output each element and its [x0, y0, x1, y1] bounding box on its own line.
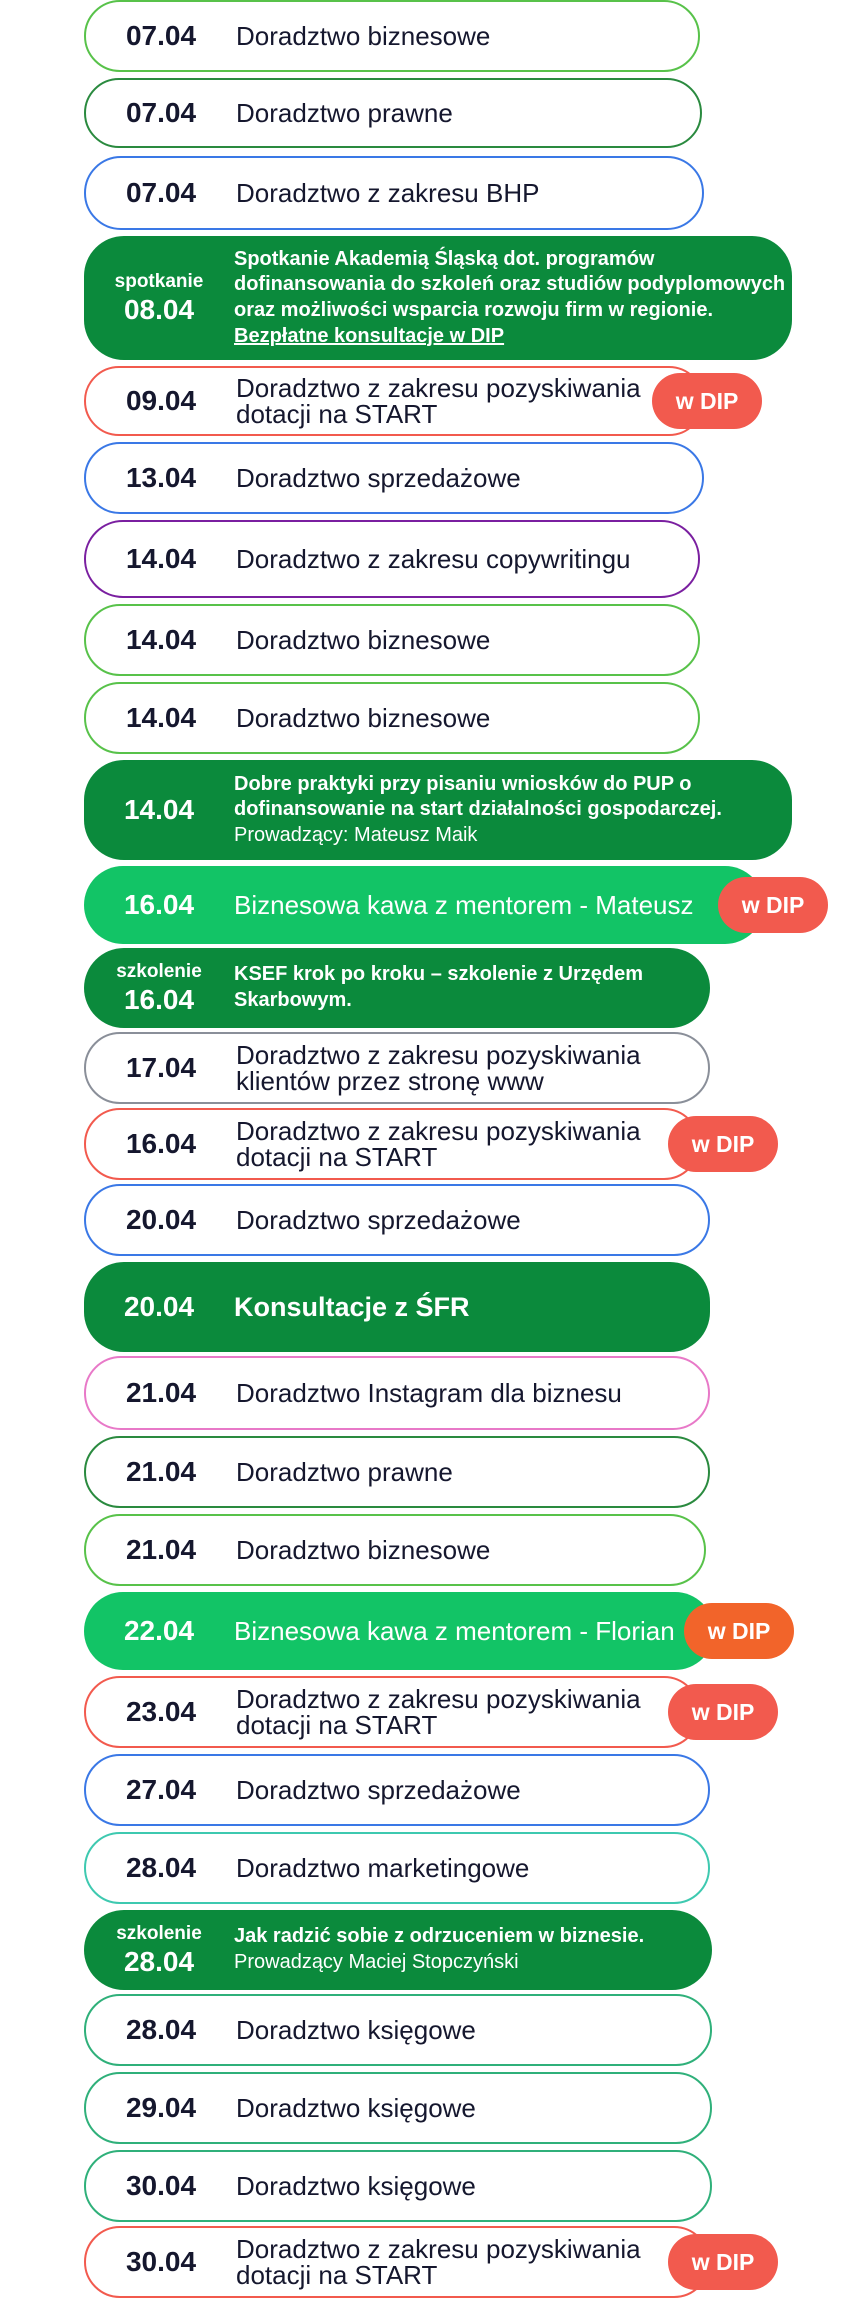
event-item[interactable]	[84, 442, 704, 514]
event-presenter: Prowadzący: Mateusz Maik	[234, 823, 478, 846]
location-badge[interactable]: w DIP	[668, 1684, 778, 1740]
event-title-text: Dobre praktyki przy pisaniu wniosków do PUP o dofinansowanie na start działalności gospodarczej.	[234, 772, 722, 821]
event-date	[86, 1129, 236, 1158]
event-date	[86, 625, 236, 654]
event-title	[236, 546, 698, 572]
event-title	[234, 1290, 710, 1325]
event-date-value: 30.04	[125, 2170, 197, 2202]
event-title-text: Doradztwo z zakresu BHP	[236, 178, 540, 208]
event-date-value: 17.04	[125, 1052, 197, 1084]
event-item[interactable]	[84, 1832, 710, 1904]
event-title-text: Doradztwo biznesowe	[236, 1535, 491, 1565]
event-type-tag: spotkanie	[114, 270, 204, 292]
event-title-text: Biznesowa kawa z mentorem - Florian	[234, 1616, 675, 1646]
event-title	[234, 772, 792, 849]
event-date	[86, 386, 236, 415]
event-date	[86, 178, 236, 207]
event-date	[84, 1924, 234, 1976]
event-date-value: 07.04	[125, 20, 197, 52]
event-item[interactable]	[84, 1994, 712, 2066]
event-date-value: 21.04	[125, 1456, 197, 1488]
event-item[interactable]	[84, 2072, 712, 2144]
event-date	[86, 1535, 236, 1564]
location-badge[interactable]: w DIP	[684, 1603, 794, 1659]
event-item[interactable]	[84, 866, 764, 944]
event-date	[86, 703, 236, 732]
event-item[interactable]	[84, 1910, 712, 1990]
event-date-value: 22.04	[123, 1615, 195, 1647]
event-date-value: 16.04	[123, 889, 195, 921]
event-title	[236, 465, 702, 491]
event-date-value: 14.04	[125, 543, 197, 575]
event-date-value: 21.04	[125, 1534, 197, 1566]
event-title	[236, 180, 702, 206]
event-title-text: Doradztwo prawne	[236, 98, 453, 128]
event-date-value: 13.04	[125, 462, 197, 494]
event-date	[86, 1697, 236, 1726]
event-date-value: 30.04	[125, 2246, 197, 2278]
event-title	[236, 1042, 708, 1094]
event-item[interactable]	[84, 948, 710, 1028]
event-item[interactable]	[84, 1592, 714, 1670]
event-date	[86, 463, 236, 492]
event-title-text: Doradztwo sprzedażowe	[236, 1775, 521, 1805]
event-date	[86, 2015, 236, 2044]
event-title-text: Doradztwo z zakresu pozyskiwania dotacji na START	[236, 2234, 641, 2290]
event-item[interactable]	[84, 366, 704, 436]
event-title	[236, 100, 700, 126]
event-title	[236, 2095, 710, 2121]
event-date	[84, 795, 234, 824]
location-badge[interactable]: w DIP	[668, 2234, 778, 2290]
event-date-value: 07.04	[125, 177, 197, 209]
event-presenter: Prowadzący Maciej Stopczyński	[234, 1951, 519, 1973]
event-title-text: Doradztwo sprzedażowe	[236, 1205, 521, 1235]
event-item[interactable]	[84, 1754, 710, 1826]
event-item[interactable]	[84, 2226, 710, 2298]
event-item[interactable]	[84, 1262, 710, 1352]
event-title-text: Doradztwo z zakresu pozyskiwania klientów przez stronę www	[236, 1040, 641, 1096]
event-item[interactable]	[84, 2150, 712, 2222]
event-item[interactable]	[84, 156, 704, 230]
location-badge[interactable]: w DIP	[718, 877, 828, 933]
event-date	[86, 544, 236, 573]
event-item[interactable]	[84, 1356, 710, 1430]
event-type-tag: szkolenie	[116, 960, 202, 982]
event-item[interactable]	[84, 1676, 700, 1748]
event-date	[86, 98, 236, 127]
event-title	[236, 23, 698, 49]
event-date-value: 28.04	[125, 2014, 197, 2046]
event-title-text: Doradztwo prawne	[236, 1457, 453, 1487]
event-title	[236, 2173, 710, 2199]
event-date	[84, 272, 234, 324]
event-date	[86, 1378, 236, 1407]
event-title	[236, 1118, 698, 1170]
event-item[interactable]	[84, 1436, 710, 1508]
event-date-value: 27.04	[125, 1774, 197, 1806]
event-title-text: Doradztwo z zakresu pozyskiwania dotacji na START	[236, 373, 641, 429]
event-date	[84, 890, 234, 919]
event-date	[84, 1616, 234, 1645]
event-item[interactable]	[84, 1184, 710, 1256]
event-date	[86, 2093, 236, 2122]
event-date-value: 16.04	[123, 983, 195, 1015]
event-title-text: Doradztwo marketingowe	[236, 1853, 530, 1883]
event-item[interactable]	[84, 682, 700, 754]
event-type-tag: szkolenie	[116, 1922, 202, 1944]
event-date	[86, 1053, 236, 1082]
event-item[interactable]	[84, 1514, 706, 1586]
event-title-text: Doradztwo sprzedażowe	[236, 463, 521, 493]
event-title-text: Konsultacje z ŚFR	[234, 1291, 470, 1322]
consultation-link[interactable]: Bezpłatne konsultacje w DIP	[234, 324, 505, 347]
event-date-value: 28.04	[123, 1945, 195, 1977]
event-title	[236, 2236, 708, 2288]
location-badge[interactable]: w DIP	[652, 373, 762, 429]
event-title	[236, 705, 698, 731]
event-date-value: 29.04	[125, 2092, 197, 2124]
event-date	[86, 2171, 236, 2200]
event-title	[236, 1380, 708, 1406]
event-item[interactable]	[84, 760, 792, 860]
event-title-text: Doradztwo biznesowe	[236, 21, 491, 51]
event-title-text: Jak radzić sobie z odrzuceniem w biznesie.	[234, 1925, 645, 1948]
event-title-text: Doradztwo Instagram dla biznesu	[236, 1378, 622, 1408]
event-title-text: Doradztwo z zakresu copywritingu	[236, 544, 631, 574]
event-date-value: 09.04	[125, 385, 197, 417]
event-date-value: 20.04	[123, 1291, 195, 1323]
event-date-value: 16.04	[125, 1128, 197, 1160]
event-date	[86, 1853, 236, 1882]
event-title	[234, 892, 764, 918]
event-date-value: 08.04	[123, 293, 195, 325]
event-date-value: 20.04	[125, 1204, 197, 1236]
event-item[interactable]	[84, 0, 700, 72]
event-date	[86, 21, 236, 50]
event-title	[234, 247, 792, 349]
event-title	[236, 1207, 708, 1233]
event-title-text: Doradztwo księgowe	[236, 2171, 476, 2201]
event-title	[236, 1777, 708, 1803]
event-title-text: Doradztwo z zakresu pozyskiwania dotacji na START	[236, 1684, 641, 1740]
event-item[interactable]	[84, 1108, 700, 1180]
event-date-value: 23.04	[125, 1696, 197, 1728]
event-date-value: 28.04	[125, 1852, 197, 1884]
event-date-value: 14.04	[123, 794, 195, 826]
event-title	[236, 2017, 710, 2043]
event-item[interactable]	[84, 604, 700, 676]
event-title-text: Doradztwo księgowe	[236, 2015, 476, 2045]
event-date	[86, 1205, 236, 1234]
event-item[interactable]	[84, 1032, 710, 1104]
event-date	[84, 1292, 234, 1321]
event-date-value: 14.04	[125, 624, 197, 656]
event-title-text: Doradztwo księgowe	[236, 2093, 476, 2123]
event-item[interactable]	[84, 520, 700, 598]
event-title	[236, 375, 702, 427]
event-date-value: 21.04	[125, 1377, 197, 1409]
event-date	[86, 1457, 236, 1486]
location-badge[interactable]: w DIP	[668, 1116, 778, 1172]
event-title-text: Doradztwo biznesowe	[236, 625, 491, 655]
event-item[interactable]	[84, 78, 702, 148]
event-title	[236, 1855, 708, 1881]
event-date	[86, 1775, 236, 1804]
event-title	[234, 1924, 712, 1975]
event-date-value: 07.04	[125, 97, 197, 129]
event-title-text: Spotkanie Akademią Śląską dot. programów dofinansowania do szkoleń oraz studiów podyplomowych oraz możliwości wsparcia rozwoju firm w regionie.	[234, 247, 786, 321]
event-title	[236, 1459, 708, 1485]
event-title-text: KSEF krok po kroku – szkolenie z Urzędem Skarbowym.	[234, 963, 644, 1011]
event-title-text: Biznesowa kawa z mentorem - Mateusz	[234, 890, 694, 920]
event-date	[84, 962, 234, 1014]
event-title	[236, 1686, 698, 1738]
event-title	[234, 1618, 714, 1644]
event-item[interactable]	[84, 236, 792, 360]
event-title-text: Doradztwo z zakresu pozyskiwania dotacji na START	[236, 1116, 641, 1172]
event-title	[234, 962, 710, 1013]
event-title-text: Doradztwo biznesowe	[236, 703, 491, 733]
event-title	[236, 1537, 704, 1563]
event-date-value: 14.04	[125, 702, 197, 734]
event-date	[86, 2247, 236, 2276]
event-title	[236, 627, 698, 653]
